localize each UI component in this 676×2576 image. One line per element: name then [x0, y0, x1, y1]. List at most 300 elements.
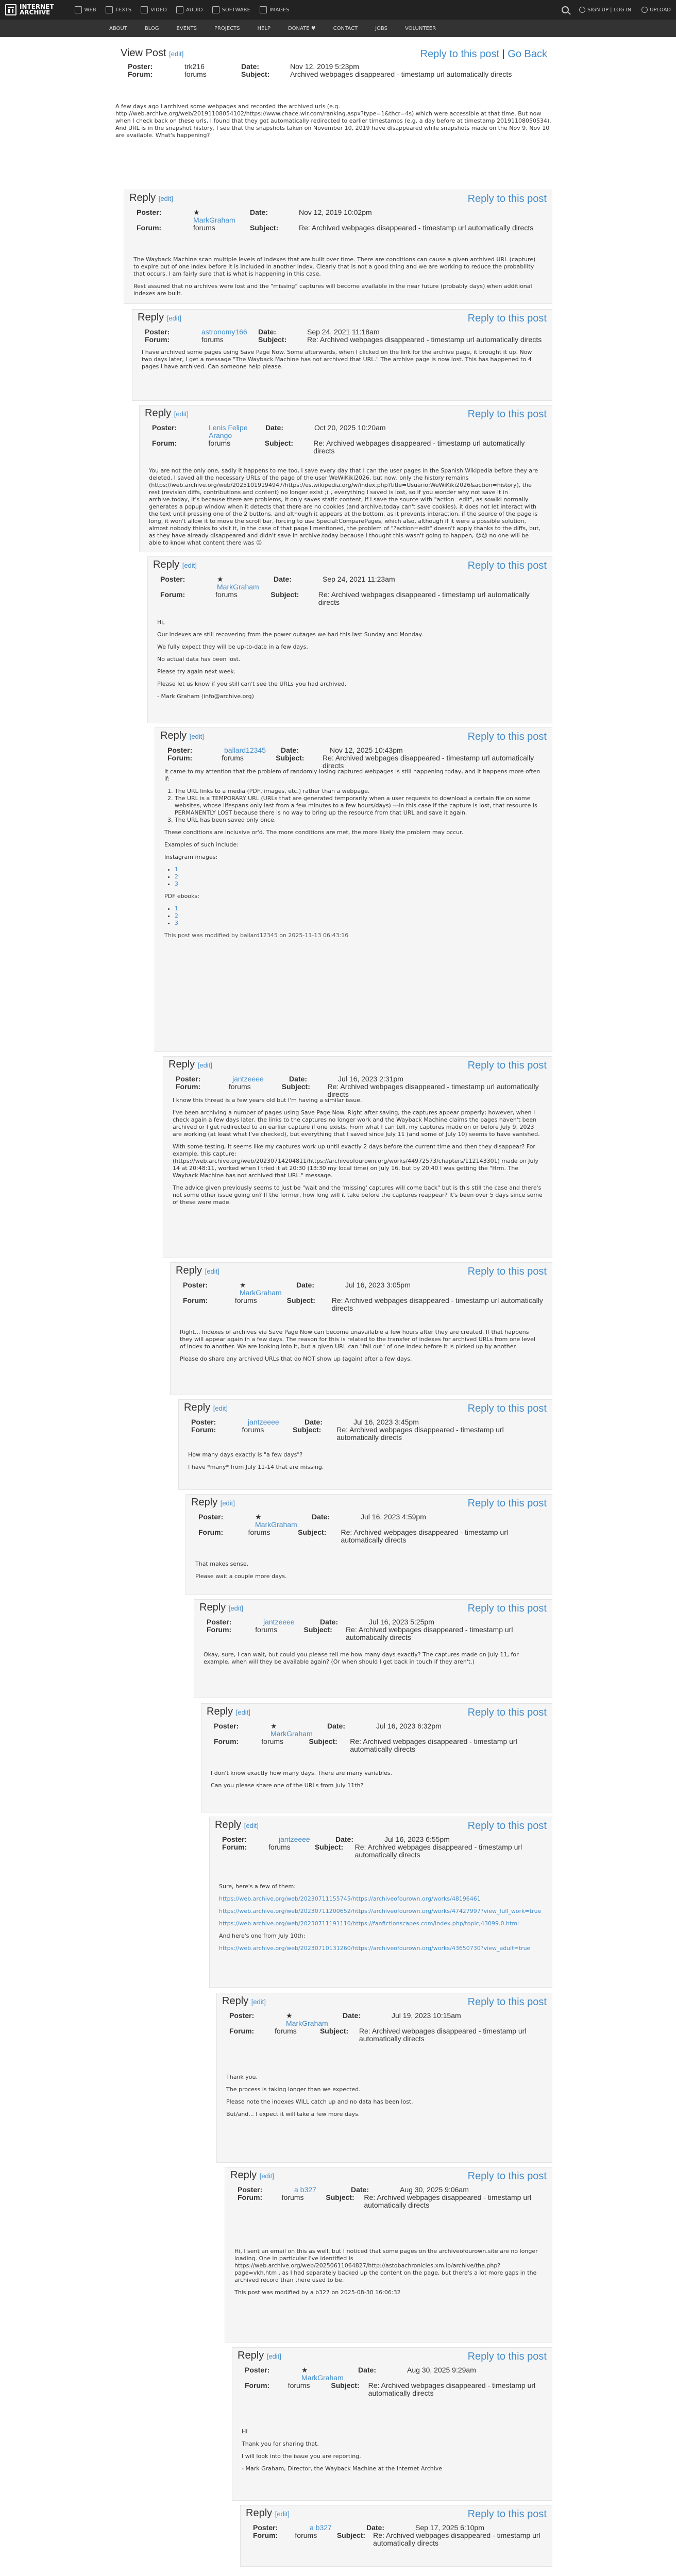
post-subject: Re: Archived webpages disappeared - timestamp url automatically directs — [350, 1737, 517, 1753]
forum-link[interactable]: forums — [184, 70, 207, 78]
media-video[interactable] — [141, 6, 167, 13]
example-link[interactable]: 1 — [175, 905, 178, 912]
post-paragraph: No actual data has been lost. — [157, 656, 241, 663]
list-item — [175, 905, 543, 912]
post-paragraph: I will look into the issue you are reporting. — [242, 2453, 361, 2460]
poster-cell — [279, 1836, 335, 1843]
forum-link[interactable]: forums — [261, 1737, 284, 1745]
list-item: 2. The URL is a TEMPORARY URL (URLs that are generated temporarily when a user requests to download a certain file on some websites, whose lifespans only last from a few minutes to a few hours/days) ---In this case if the capture is lost, that resource is PERMANENTLY LOST because there is no way to bring up the resource from that URL and save it again. — [175, 795, 543, 817]
poster-name[interactable]: ballard12345 — [224, 746, 266, 754]
post-body — [242, 2428, 543, 2478]
edit-link[interactable]: [edit] — [228, 1604, 243, 1612]
reply-title: Reply — [230, 2170, 257, 2181]
post-meta — [253, 2524, 547, 2547]
post-paragraph: PDF ebooks: — [164, 893, 199, 900]
media-software[interactable] — [212, 6, 250, 13]
post-paragraph: Our indexes are still recovering from the power outages we had this last Sunday and Monday. — [157, 631, 423, 638]
post-paragraph[interactable]: https://web.archive.org/web/20230710131260/https://archiveofourown.org/works/43650730?view_adult=true — [219, 1945, 531, 1952]
star-icon: ★ — [217, 575, 224, 583]
example-link[interactable]: 1 — [175, 866, 178, 873]
post-paragraph: Examples of such include: — [164, 841, 239, 848]
poster-name[interactable]: jantzeeee — [232, 1075, 264, 1083]
poster-label: Poster: — [238, 2185, 263, 2194]
forum-link[interactable]: forums — [268, 1843, 291, 1851]
subnav-about[interactable]: ABOUT — [109, 25, 127, 31]
view-post-title: View Post [edit] — [121, 47, 184, 59]
reply-post — [124, 190, 552, 304]
reply-heading — [153, 559, 197, 571]
post-subject: Re: Archived webpages disappeared - timestamp url automatically directs — [323, 754, 534, 770]
poster-name[interactable]: jantzeeee — [279, 1835, 310, 1843]
instagram-list — [175, 866, 543, 888]
edit-link[interactable]: [edit] — [189, 733, 204, 740]
poster-name[interactable]: Lenis Felipe Arango — [209, 423, 248, 439]
reply-link[interactable]: Reply to this post — [467, 313, 547, 324]
post-meta — [238, 2186, 547, 2209]
poster-name[interactable]: trk216 — [184, 62, 205, 71]
subject-label: Subject: — [276, 754, 305, 762]
post-body — [226, 2074, 543, 2123]
reply-title: Reply — [184, 1402, 211, 1413]
meta-row — [191, 1418, 547, 1426]
date-label: Date: — [296, 1281, 315, 1289]
post-paragraph: With some testing, it seems like my captures work up until exactly 2 days before the current time and then they disappear? For example, this capture: (https://web.archive.org/web/20230714204811/https://archiveofourown.org/works/44972573/chapters/112143301) made on July 14 at 20:48:11, worked when I tried it at 20:30 (13:30 my local time) on July 16, but by 20:40 I was getting the "Hrm. The Wayback Machine has not archived that URL." message. — [173, 1143, 539, 1179]
forum-link[interactable]: forums — [228, 1082, 251, 1091]
star-icon: ★ — [193, 208, 200, 216]
reply-post — [185, 1494, 552, 1595]
subject-label: Subject: — [314, 1843, 344, 1851]
go-back-link[interactable]: Go Back — [508, 48, 547, 60]
post-paragraph: Thank you for sharing that. — [242, 2441, 319, 2447]
reply-heading — [145, 408, 189, 419]
media-images[interactable] — [260, 6, 290, 13]
poster-name[interactable]: MarkGraham — [271, 1730, 313, 1738]
post-paragraph: The process is taking longer than we expected. — [226, 2086, 361, 2093]
archive-logo-icon — [5, 4, 16, 15]
post-date: Jul 16, 2023 6:32pm — [376, 1722, 442, 1730]
post-meta — [222, 1836, 547, 1859]
poster-name[interactable]: MarkGraham — [301, 2374, 344, 2382]
reply-post — [209, 1817, 552, 1988]
post-paragraph: I've been archiving a number of pages using Save Page Now. Right after saving, the captures appear properly; however, when I check again a few days later, the links to the captures no longer work and the Wayback Machine claims the pages haven't been archived or I get redirected to an earlier capture if one exists. From what I can tell, my captures made on or before July 9, 2023 are working (at least what I've checked), but everything that I saved since July 11 (and some of July 10) seems to have vanished. — [173, 1109, 540, 1138]
list-item — [175, 912, 543, 920]
reply-title: Reply — [138, 312, 164, 323]
reply-link[interactable]: Reply to this post — [467, 2351, 547, 2362]
forum-link[interactable]: forums — [193, 224, 215, 232]
post-date: Aug 30, 2025 9:06am — [400, 2185, 469, 2194]
date-label: Date: — [274, 575, 292, 583]
edit-link[interactable]: [edit] — [259, 2172, 274, 2180]
subject-label: Subject: — [319, 2027, 349, 2035]
reply-post — [194, 1599, 552, 1698]
disk-icon — [212, 6, 219, 13]
media-label: IMAGES — [269, 7, 290, 13]
poster-name[interactable]: astronomy166 — [201, 328, 247, 336]
edit-link[interactable]: [edit] — [197, 1061, 212, 1069]
reply-link[interactable]: Reply to this post — [467, 2171, 547, 2182]
poster-cell — [294, 2186, 351, 2194]
post-subject: Re: Archived webpages disappeared - timestamp url automatically directs — [368, 2381, 536, 2397]
meta-row — [253, 2524, 547, 2532]
logo-line2: ARCHIVE — [20, 9, 50, 16]
example-link[interactable]: 3 — [175, 920, 178, 926]
modified-note: This post was modified by ballard12345 on 2025-11-13 06:43:16 — [164, 932, 349, 939]
forum-link[interactable]: forums — [201, 335, 224, 344]
reply-post — [178, 1399, 552, 1490]
post-paragraph: Hi, I sent an email on this as well, but I noticed that some pages on the archiveofourown.site are no longer loading. One in particular I've identified is https://web.archive.org/web/20250611064827/http://astobachronicles.xm.io/archive/the.php?page=vkh.htm , as I had separately backed up the content on the page, but there's a lot more gaps in the archived record than there used to be. — [234, 2248, 538, 2283]
poster-label: Poster: — [253, 2523, 278, 2532]
poster-name[interactable]: MarkGraham — [193, 216, 235, 224]
post-date: Sep 17, 2025 6:10pm — [415, 2523, 484, 2532]
reply-title: Reply — [168, 1059, 195, 1070]
reply-post — [216, 1993, 552, 2163]
post-paragraph: Please do share any archived URLs that do NOT show up (again) after a few days. — [180, 1355, 412, 1362]
poster-label: Poster: — [176, 1075, 201, 1083]
forum-label: Forum: — [152, 439, 177, 447]
reply-post — [155, 727, 552, 1052]
reply-heading — [215, 1819, 259, 1831]
edit-link[interactable]: [edit] — [251, 1998, 266, 2006]
forum-link[interactable]: forums — [255, 1625, 278, 1634]
media-label: VIDEO — [150, 7, 167, 13]
forum-link[interactable]: forums — [242, 1426, 264, 1434]
subnav-blog[interactable]: BLOG — [144, 25, 159, 31]
example-link[interactable]: 2 — [175, 873, 178, 880]
date-label: Date: — [250, 208, 268, 216]
subnav-volunteer[interactable]: VOLUNTEER — [404, 25, 436, 31]
edit-link[interactable]: [edit] — [275, 2510, 290, 2518]
meta-row — [198, 1529, 547, 1544]
post-date: Nov 12, 2019 10:02pm — [299, 208, 372, 216]
forum-link[interactable]: forums — [234, 1296, 257, 1304]
post-paragraph: Please let us know if you still can't see the URLs you had archived. — [157, 681, 347, 687]
reply-title: Reply — [238, 2350, 264, 2361]
post-subject: Re: Archived webpages disappeared - timestamp url automatically directs — [364, 2193, 531, 2209]
speaker-icon — [176, 6, 183, 13]
reply-link[interactable]: Reply to this post — [467, 1820, 547, 1832]
post-date: Nov 12, 2025 10:43pm — [330, 746, 403, 754]
poster-cell — [248, 1418, 305, 1426]
reply-link[interactable]: Reply to this post — [467, 1060, 547, 1071]
reply-link[interactable]: Reply to this post — [467, 560, 547, 571]
list-item — [175, 873, 543, 880]
post-paragraph: The advice given previously seems to just be "wait and the 'missing' captures will come back" but is this still the case and there's not some other issue going on? If the former, how long will it take before the captures reappear? It's been over 5 days since some of these were made. — [173, 1184, 543, 1206]
post-paragraph: Hi — [242, 2428, 248, 2435]
edit-link[interactable]: [edit] — [213, 1404, 228, 1412]
reply-heading — [207, 1706, 250, 1718]
reply-link[interactable]: Reply to this post — [467, 1498, 547, 1509]
forum-label: Forum: — [145, 335, 170, 344]
poster-name[interactable]: MarkGraham — [240, 1289, 282, 1297]
post-list — [175, 788, 543, 824]
meta-row — [145, 336, 547, 344]
poster-name[interactable]: a b327 — [310, 2523, 332, 2532]
post-subject: Re: Archived webpages disappeared - timestamp url automatically directs — [307, 335, 542, 344]
post-paragraph: Sure, here's a few of them: — [219, 1883, 296, 1890]
edit-link[interactable]: [edit] — [174, 410, 189, 418]
post-date: Nov 12, 2019 5:23pm — [290, 62, 359, 71]
media-label: TEXTS — [115, 7, 132, 13]
subnav-donate[interactable]: DONATE ♥ — [288, 25, 316, 31]
post-paragraph: Please note the indexes WILL catch up and no data has been lost. — [226, 2098, 413, 2105]
post-paragraph: You are not the only one, sadly it happens to me too, I save every day that I can the user pages in the Spanish Wikipedia before they are deleted, I saved all the necessary URLs of the page of the user WeWiKiki2026, but now, only the history remains (https://web.archive.org/web/20251019194947/https://es.wikipedia.org/w/index.php?title=Usuario:WeWiKiki2026&action=history), the rest (revision diffs, contributions and content) no longer exist ;( , everything I saved is lost, so if you wonder why not save it in archive.today, it's because there are problems, it only saves static content, if I save the source with "action=edit", as sowiki normally generates a popup window when it detects that there are no cookies (and archive.today can't save cookies), it does not let interact with the text until pressing one of the 2 buttons, and although it appears at the bottom, as it prevents interaction, if the source of the page is long, it won't allow it to move the scroll bar, forcing to use Special:ComparePages, which also, although if it were a possible solution, almost nobody thinks to visit it, in the case of that page I mentioned, the problem of "?action=edit" doesn't apply thanks to the diffs, but, as they have already disappeared and didn't save in archive.today because I thought this wasn't going to happen, ☹☹ no one will be able to know what content there was ☹ — [149, 467, 540, 546]
meta-row — [238, 2186, 547, 2194]
forum-label: Forum: — [222, 1843, 247, 1851]
pdf-list — [175, 905, 543, 927]
reply-title: Reply — [176, 1265, 202, 1276]
post-paragraph: I have *many* from July 11-14 that are missing. — [188, 1464, 324, 1470]
top-bar — [0, 0, 676, 20]
edit-link[interactable]: [edit] — [205, 1267, 219, 1275]
reply-title: Reply — [153, 559, 180, 570]
example-link[interactable]: 3 — [175, 880, 178, 887]
reply-post — [225, 2167, 552, 2343]
meta-row — [198, 1513, 547, 1529]
post-paragraph: Please try again next week. — [157, 668, 236, 675]
edit-link[interactable]: [edit] — [266, 2352, 281, 2360]
post-paragraph: Can you please share one of the URLs from July 11th? — [211, 1782, 364, 1789]
poster-name[interactable]: MarkGraham — [286, 2019, 328, 2027]
poster-name[interactable]: jantzeeee — [248, 1418, 279, 1426]
signup-label: SIGN UP | LOG IN — [587, 7, 632, 13]
poster-name[interactable]: jantzeeee — [263, 1618, 295, 1626]
meta-row — [176, 1075, 547, 1083]
post-meta — [145, 328, 547, 344]
list-item — [175, 866, 543, 873]
date-label: Date: — [343, 2011, 361, 2020]
upload-label: UPLOAD — [650, 7, 671, 13]
meta-row — [183, 1281, 547, 1297]
reply-post — [240, 2505, 552, 2567]
search-icon[interactable] — [562, 6, 569, 13]
edit-link[interactable]: [edit] — [169, 50, 184, 58]
post-body: A few days ago I archived some webpages and recorded the archived urls (e.g. http://web.archive.org/web/20191108054102/https://www.chace.wir.com/ranking.aspx?type=1&thcr=4s) which were accessible at that time. But now when I check back on these urls, I found that they got automatically redirected to earlier timestamps (e.g. a day before at timestamp 20191108050534). And URL is in the snapshot history, I see that the snapshots taken on November 10, 2019 have disappeared while snapshots made on the Nov 9, Nov 10 are available. What's happening? — [115, 103, 551, 139]
forum-link[interactable]: forums — [295, 2531, 317, 2539]
post-paragraph[interactable]: https://web.archive.org/web/20230711191110/https://fanfictionscapes.com/index.php/topic,43099.0.html — [219, 1920, 519, 1927]
reply-heading — [199, 1602, 243, 1614]
post-body — [157, 619, 543, 705]
forum-label: Forum: — [160, 590, 185, 599]
edit-link[interactable]: [edit] — [244, 1822, 259, 1829]
post-paragraph: I have archived some pages using Save Page Now. Some afterwards, when I clicked on the link for the archive page, it brought it up. Now two days later, I get a message "The Wayback Machine has not archived that URL." The archive page is now lost. This has happened to 4 pages I have archived. Can someone help please. — [142, 349, 532, 370]
forum-link[interactable]: forums — [281, 2193, 304, 2201]
date-label: Date: — [366, 2523, 385, 2532]
subnav-help[interactable]: HELP — [257, 25, 271, 31]
forum-link[interactable]: forums — [288, 2381, 310, 2389]
post-paragraph[interactable]: https://web.archive.org/web/20230711155745/https://archiveofourown.org/works/48196461 — [219, 1895, 481, 1902]
reply-title: Reply — [160, 730, 187, 741]
post-meta — [245, 2366, 547, 2397]
edit-link[interactable]: [edit] — [158, 195, 173, 202]
forum-label: Forum: — [198, 1528, 224, 1536]
subject-label: Subject: — [250, 224, 279, 232]
poster-name[interactable]: a b327 — [294, 2185, 316, 2194]
post-date: Jul 16, 2023 3:45pm — [353, 1418, 419, 1426]
reply-heading — [191, 1497, 235, 1509]
upload-link[interactable] — [641, 7, 671, 13]
star-icon: ★ — [271, 1722, 277, 1730]
date-label: Date: — [320, 1618, 339, 1626]
signup-link[interactable] — [579, 7, 631, 13]
post-subject: Re: Archived webpages disappeared - timestamp url automatically directs — [318, 590, 530, 606]
reply-link[interactable]: Reply to this post — [467, 1403, 547, 1414]
post-subject: Re: Archived webpages disappeared - timestamp url automatically directs — [336, 1426, 504, 1442]
reply-link[interactable]: Reply to this post — [467, 1996, 547, 2008]
post-body — [188, 1451, 543, 1476]
reply-link[interactable]: Reply to this post — [467, 1266, 547, 1277]
meta-row — [207, 1618, 547, 1626]
meta-row — [137, 224, 547, 232]
subject-label: Subject: — [264, 439, 294, 447]
forum-link[interactable]: forums — [208, 439, 231, 447]
poster-label: Poster: — [152, 423, 177, 432]
reply-link[interactable]: Reply to this post — [467, 1603, 547, 1614]
post-date: Jul 16, 2023 2:31pm — [338, 1075, 403, 1083]
post-meta — [198, 1513, 547, 1544]
star-icon: ★ — [255, 1513, 262, 1521]
reply-title: Reply — [129, 192, 156, 204]
reply-title: Reply — [145, 408, 172, 419]
reply-post — [163, 1056, 552, 1258]
edit-link[interactable]: [edit] — [166, 314, 181, 322]
reply-heading — [176, 1265, 219, 1277]
poster-cell — [201, 328, 258, 336]
reply-post — [232, 2347, 552, 2501]
reply-link[interactable]: Reply to this post — [467, 1707, 547, 1718]
media-label: WEB — [84, 7, 96, 13]
forum-link[interactable]: forums — [215, 590, 238, 599]
post-paragraph: Instagram images: — [164, 854, 218, 860]
forum-label: Forum: — [191, 1426, 216, 1434]
post-meta — [137, 209, 547, 232]
forum-label: Forum: — [176, 1082, 201, 1091]
subject-label: Subject: — [241, 70, 270, 78]
meta-row — [245, 2382, 547, 2397]
meta-row — [245, 2366, 547, 2382]
post-paragraph: These conditions are inclusive or'd. The more conditions are met, the more likely the problem may occur. — [164, 829, 464, 836]
post-body — [164, 768, 543, 944]
media-audio[interactable] — [176, 6, 203, 13]
subnav-contact[interactable]: CONTACT — [333, 25, 358, 31]
post-paragraph: I know this thread is a few years old but I'm having a similar issue. — [173, 1097, 362, 1104]
post-paragraph: I don't know exactly how many days. There are many variables. — [211, 1770, 392, 1776]
reply-link[interactable]: Reply to this post — [467, 409, 547, 420]
poster-label: Poster: — [198, 1513, 224, 1521]
post-body — [211, 1770, 543, 1794]
archive-logo[interactable] — [5, 4, 54, 15]
post-paragraph: That makes sense. — [195, 1561, 249, 1567]
subject-label: Subject: — [331, 2381, 360, 2389]
poster-cell — [286, 2012, 343, 2027]
post-meta — [207, 1618, 547, 1641]
poster-label: Poster: — [137, 208, 162, 216]
subject-label: Subject: — [303, 1625, 332, 1634]
reply-heading — [138, 312, 181, 324]
post-paragraph: Okay, sure, I can wait, but could you please tell me how many days exactly? The captures made on July 11, for example, when will they be available again? (Or when should I get back in touch if they aren't.) — [204, 1651, 519, 1665]
reply-post — [132, 309, 552, 401]
post-date: Jul 16, 2023 3:05pm — [345, 1281, 411, 1289]
subject-label: Subject: — [298, 1528, 327, 1536]
date-label: Date: — [335, 1835, 354, 1843]
forum-link[interactable]: forums — [222, 754, 244, 762]
poster-cell — [255, 1513, 312, 1529]
reply-heading — [222, 1995, 266, 2007]
post-date: Jul 16, 2023 6:55pm — [384, 1835, 450, 1843]
subnav-events[interactable]: EVENTS — [176, 25, 197, 31]
reply-heading — [238, 2350, 281, 2362]
reply-link[interactable]: Reply to this post — [420, 48, 499, 60]
meta-row — [214, 1738, 547, 1753]
reply-post — [139, 405, 552, 552]
date-label: Date: — [289, 1075, 308, 1083]
post-paragraph: This post was modified by a b327 on 2025-08-30 16:06:32 — [234, 2289, 401, 2296]
edit-link[interactable]: [edit] — [182, 562, 197, 569]
list-item — [175, 920, 543, 927]
forum-label: Forum: — [183, 1296, 208, 1304]
post-body — [142, 349, 543, 376]
date-label: Date: — [281, 746, 299, 754]
forum-link[interactable]: forums — [274, 2027, 297, 2035]
poster-cell — [209, 424, 265, 439]
reply-link[interactable]: Reply to this post — [467, 193, 547, 205]
meta-row — [229, 2012, 547, 2027]
subject-label: Subject: — [286, 1296, 315, 1304]
post-paragraph: It came to my attention that the problem of randomly losing captured webpages is still happening today, and it happens more often if: — [164, 768, 540, 782]
post-paragraph: We fully expect they will be up-to-date in a few days. — [157, 643, 308, 650]
post-body — [219, 1883, 543, 1957]
media-texts[interactable] — [106, 6, 132, 13]
meta-row — [183, 1297, 547, 1312]
subject-label: Subject: — [258, 335, 287, 344]
date-label: Date: — [265, 423, 284, 432]
meta-row — [137, 209, 547, 224]
poster-cell — [301, 2366, 358, 2382]
poster-name[interactable]: MarkGraham — [255, 1520, 297, 1529]
post-paragraph[interactable]: https://web.archive.org/web/20230711200652/https://archiveofourown.org/works/47427997?view_full_work=true — [219, 1908, 542, 1914]
poster-label: Poster: — [167, 746, 193, 754]
post-actions: Reply to this post | Go Back — [420, 48, 547, 60]
date-label: Date: — [358, 2366, 377, 2374]
subnav-jobs[interactable]: JOBS — [375, 25, 387, 31]
forum-link[interactable]: forums — [248, 1528, 271, 1536]
poster-label: Poster: — [245, 2366, 270, 2374]
post-body — [180, 1329, 543, 1368]
reply-link[interactable]: Reply to this post — [467, 731, 547, 742]
forum-label: Forum: — [214, 1737, 239, 1745]
media-web[interactable] — [75, 6, 96, 13]
post-paragraph: Thank you. — [226, 2074, 258, 2080]
post-subject: Re: Archived webpages disappeared - timestamp url automatically directs — [313, 439, 525, 455]
forum-label: Forum: — [137, 224, 162, 232]
reply-link[interactable]: Reply to this post — [467, 2509, 547, 2520]
meta-row — [145, 328, 547, 336]
date-label: Date: — [241, 62, 260, 71]
reply-heading — [230, 2170, 274, 2181]
edit-link[interactable]: [edit] — [220, 1499, 235, 1507]
forum-label: Forum: — [207, 1625, 232, 1634]
subnav-projects[interactable]: PROJECTS — [214, 25, 240, 31]
forum-label: Forum: — [167, 754, 193, 762]
edit-link[interactable]: [edit] — [235, 1708, 250, 1716]
poster-cell — [232, 1075, 289, 1083]
forum-label: Forum: — [245, 2381, 270, 2389]
post-paragraph: The Wayback Machine scan multiple levels of indexes that are built over time. There are conditions can cause a given archived URL (capture) to expire out of one index before it is included in another index. Clearly that is not a good thing and we are working to reduce the probability that occurs. I am fairly sure that is what is happening in this case. — [133, 256, 536, 277]
example-link[interactable]: 2 — [175, 912, 178, 919]
post-paragraph: Rest assured that no archives were lost and the "missing" captures will become available in the near future (probably days) when additional indexes are built. — [133, 283, 532, 297]
post-subject: Re: Archived webpages disappeared - timestamp url automatically directs — [359, 2027, 527, 2043]
poster-name[interactable]: MarkGraham — [217, 583, 259, 591]
post-paragraph: Right... Indexes of archives via Save Page Now can become unavailable a few hours after they are created. If that happens they will appear again in a few days. The reason for this is related to the transfer of indexes for archived URLs from one level of index to another. We are looking into it, but a given URL can "fall out" of one index before it is picked up by another. — [180, 1329, 535, 1350]
